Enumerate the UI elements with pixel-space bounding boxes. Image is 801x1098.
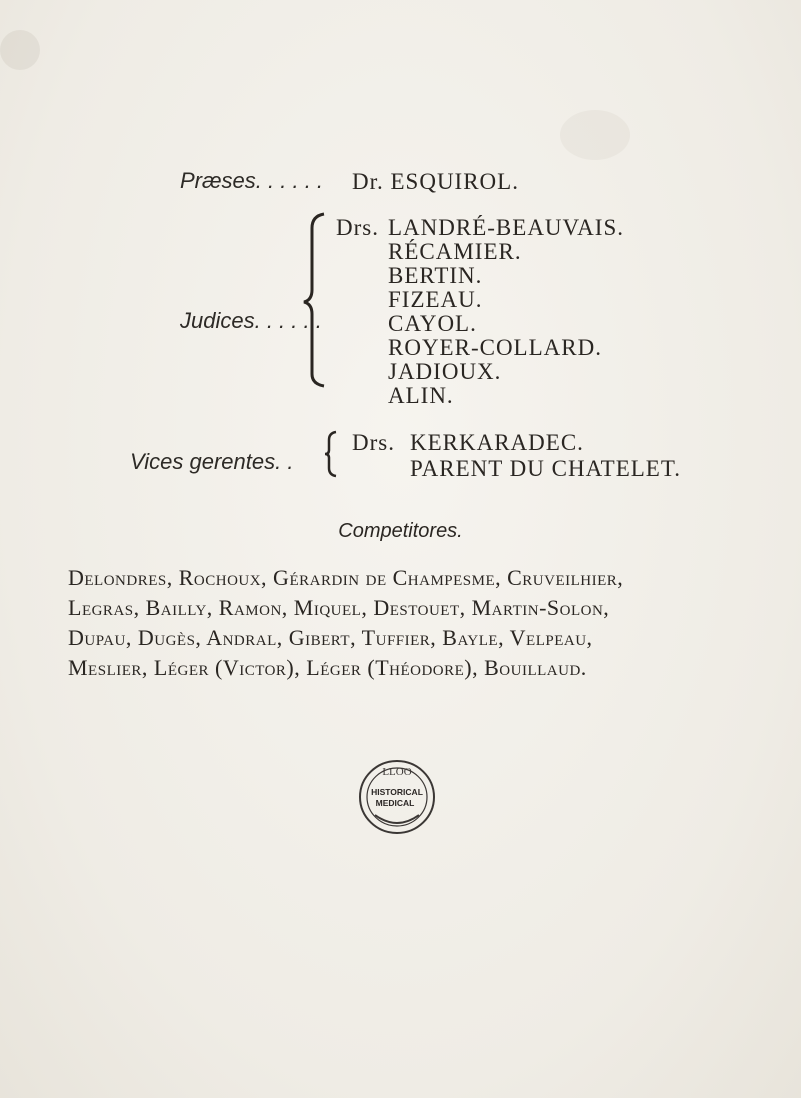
vices-name-2: PARENT DU CHATELET. <box>410 456 681 481</box>
library-stamp-icon <box>357 757 437 837</box>
paper-stain <box>560 110 630 160</box>
praeses-entry <box>352 169 519 195</box>
judices-name-3: BERTIN. <box>388 263 483 288</box>
judices-name-7: JADIOUX. <box>388 359 502 384</box>
praeses-label: Præses. . . . . . <box>180 168 324 193</box>
competitores-line-2: Legras, Bailly, Ramon, Miquel, Destouet, Martin-Solon, <box>68 595 610 620</box>
judices-name-1: LANDRÉ-BEAUVAIS. <box>388 215 624 240</box>
vices-name-1: KERKARADEC. <box>410 430 584 455</box>
paper-stain <box>0 30 40 70</box>
svg-text:MEDICAL: MEDICAL <box>375 798 415 808</box>
judices-name-4: FIZEAU. <box>388 287 483 312</box>
vices-label: Vices gerentes. . <box>130 449 294 474</box>
praeses-name: ESQUIROL. <box>390 169 519 194</box>
judices-brace-icon <box>302 212 332 388</box>
svg-text:LLOO: LLOO <box>382 766 412 778</box>
judices-name-5: CAYOL. <box>388 311 477 336</box>
svg-text:HISTORICAL: HISTORICAL <box>371 787 423 797</box>
judices-label: Judices. . . . . . <box>180 308 322 333</box>
competitores-line-4: Meslier, Léger (Victor), Léger (Théodore), Bouillaud. <box>68 655 587 680</box>
praeses-title: Dr. <box>352 169 384 194</box>
judices-name-2: RÉCAMIER. <box>388 239 522 264</box>
judices-name-8: ALIN. <box>388 383 454 408</box>
vices-brace-icon <box>324 430 340 478</box>
judices-title: Drs. <box>336 215 379 240</box>
vices-title: Drs. <box>352 430 395 455</box>
judices-name-6: ROYER-COLLARD. <box>388 335 602 360</box>
competitores-line-1: Delondres, Rochoux, Gérardin de Champesme, Cruveilhier, <box>68 565 624 590</box>
competitores-heading: Competitores. <box>338 520 463 542</box>
competitores-line-3: Dupau, Dugès, Andral, Gibert, Tuffier, Bayle, Velpeau, <box>68 625 593 650</box>
